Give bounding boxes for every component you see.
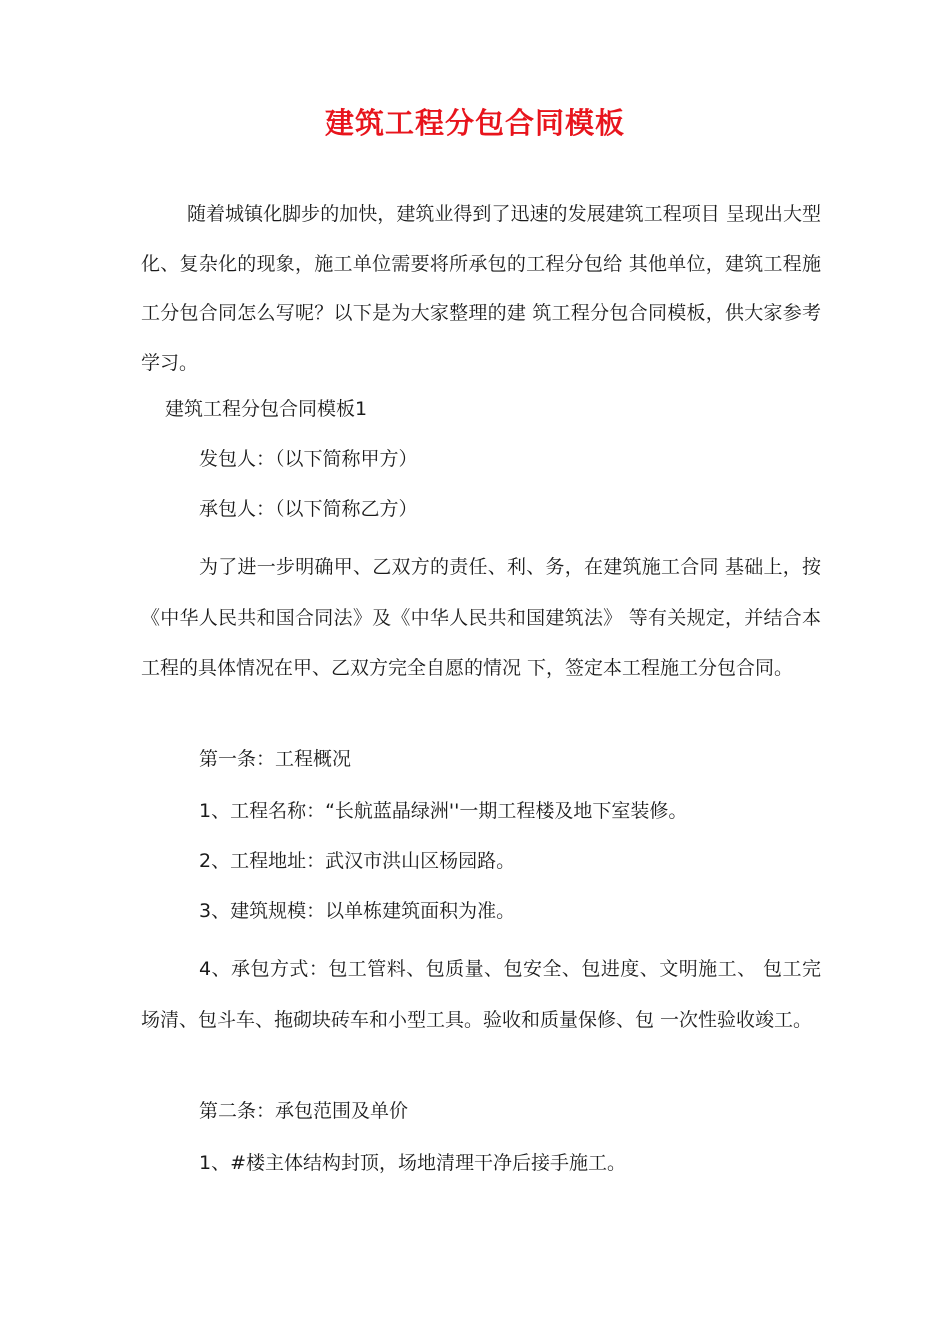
article1-heading: 第一条：工程概况 <box>199 748 352 770</box>
article1-item-2: 2、工程地址：武汉市洪山区杨园路。 <box>199 850 516 872</box>
article1-item-3: 3、建筑规模：以单栋建筑面积为准。 <box>199 900 516 922</box>
template-heading: 建筑工程分包合同模板1 <box>165 398 368 420</box>
article1-item-1: 1、工程名称：“长航蓝晶绿洲''一期工程楼及地下室装修。 <box>199 800 688 822</box>
intro-paragraph: 随着城镇化脚步的加快，建筑业得到了迅速的发展建筑工程项目 呈现出大型化、复杂化的现象，施工单位需要将所承包的工程分包给 其他单位，建筑工程施工分包合同怎么写呢？以下是为大家整理的建 筑工程分包合同模板，供大家参考学习。 <box>141 203 821 374</box>
article1-item-4: 4、承包方式：包工管料、包质量、包安全、包进度、文明施工、 包工完场清、包斗车、拖砌块砖车和小型工具。验收和质量保修、包 一次性验收竣工。 <box>141 958 821 1031</box>
party-a-line: 发包人：（以下简称甲方） <box>199 448 418 470</box>
article2-heading: 第二条：承包范围及单价 <box>199 1100 409 1122</box>
preamble-paragraph: 为了进一步明确甲、乙双方的责任、利、务，在建筑施工合同 基础上，按《中华人民共和国合同法》及《中华人民共和国建筑法》 等有关规定，并结合本工程的具体情况在甲、乙双方完全自愿的情况 下，签定本工程施工分包合同。 <box>141 556 821 679</box>
party-b-line: 承包人：（以下简称乙方） <box>199 498 418 520</box>
article2-item-1: 1、#楼主体结构封顶，场地清理干净后接手施工。 <box>199 1152 627 1174</box>
document-title: 建筑工程分包合同模板 <box>324 106 625 140</box>
